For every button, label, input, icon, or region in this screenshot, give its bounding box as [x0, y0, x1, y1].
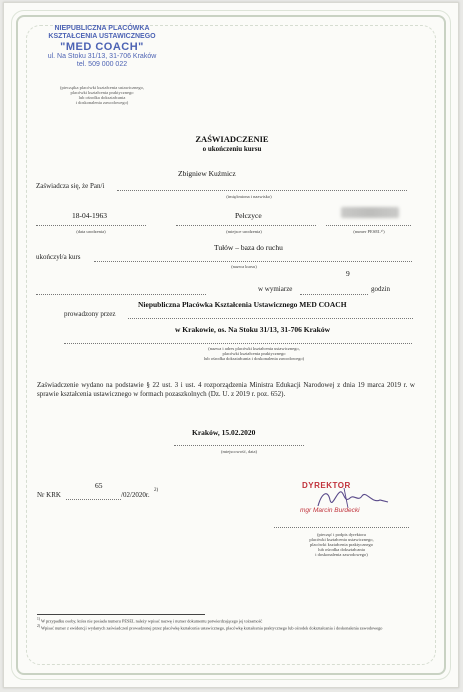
- organizer-name: Niepubliczna Placówka Kształcenia Ustawicznego MED COACH: [138, 300, 347, 309]
- footnote-2-text: Wpisać numer z ewidencji wydanych zaświadczeń prowadzonej przez placówkę kształcenia ustawicznego, placówkę kształcenia praktycznego lub ośrodek dokształcania i doskonalenia zawodowego: [40, 625, 383, 631]
- certificate-page: [3, 2, 459, 688]
- stamp-line-5: tel. 509 000 022: [76, 61, 128, 68]
- birth-place-caption: (miejsce urodzenia): [226, 229, 262, 234]
- name-line: [117, 190, 407, 191]
- pesel-redacted: [341, 207, 399, 218]
- signature-caption-4: lub ośrodka dokształcania: [318, 547, 365, 552]
- organizer-caption: [164, 346, 344, 361]
- stamp-caption-1: (pieczątka placówki kształcenia ustawicznego,: [60, 85, 144, 90]
- person-name: Zbigniew Kuźmicz: [178, 169, 236, 178]
- footnote-1-mark: 1): [37, 617, 40, 621]
- stamp-line-3: "MED COACH": [60, 41, 144, 53]
- birth-date: 18-04-1963: [72, 211, 107, 220]
- birth-date-line: [36, 225, 146, 226]
- signature-caption-1: (pieczęć i podpis dyrektora: [317, 532, 366, 537]
- stamp-caption-4: i doskonalenia zawodowego): [75, 100, 129, 105]
- registry-line: [66, 499, 121, 500]
- stamp-caption: [32, 85, 172, 105]
- hours-leading-line: [36, 294, 206, 295]
- signature-line: [274, 527, 409, 528]
- course-caption: (nazwa kursu): [231, 264, 257, 269]
- organizer-address-line: [64, 343, 412, 344]
- registry-number: 65: [95, 481, 103, 490]
- director-stamp-name: mgr Marcin Burdecki: [300, 507, 360, 514]
- footnote-2-mark: 2): [37, 623, 40, 628]
- footnote-1-text: W przypadku osoby, która nie posiada numeru PESEL należy wpisać nazwę i numer dokumentu potwierdzającego jej tożsamość: [40, 618, 263, 624]
- signature-caption: [274, 532, 409, 557]
- signature-caption-2: placówki kształcenia ustawicznego,: [309, 537, 374, 542]
- course-label: ukończył/a kurs: [36, 253, 81, 261]
- legal-basis-text: Zaświadczenie wydano na podstawie § 22 ust. 3 i ust. 4 rozporządzenia Ministra Edukacji Narodowej z dnia 19 marca 2019 r. w sprawie kształcenia ustawicznego w formach pozaszkolnych (Dz. U. z 2019 r. poz. 652).: [37, 381, 415, 398]
- stamp-caption-3: lub ośrodka dokształcania: [78, 95, 126, 100]
- stamp-line-4: ul. Na Stoku 31/13, 31-706 Kraków: [47, 53, 157, 60]
- person-label: Zaświadcza się, że Pan/i: [36, 182, 105, 190]
- hours-line: [300, 294, 368, 295]
- document-title: ZAŚWIADCZENIE: [195, 134, 269, 144]
- course-hours: 9: [346, 269, 350, 278]
- footnote-separator: [37, 614, 205, 615]
- organizer-label: prowadzony przez: [64, 310, 116, 318]
- organizer-caption-1: (nazwa i adres placówki kształcenia ustawicznego,: [208, 346, 300, 351]
- signature-caption-3: placówki kształcenia praktycznego: [310, 542, 373, 547]
- registry-prefix: Nr KRK: [37, 491, 61, 499]
- decorative-inner-border: [26, 25, 436, 665]
- birth-place-line: [176, 225, 316, 226]
- name-caption: (imię/imiona i nazwisko): [226, 194, 272, 199]
- course-name: Tułów – baza do ruchu: [214, 243, 283, 252]
- issue-caption: (miejscowość, data): [221, 449, 257, 454]
- birth-place: Pełczyce: [235, 211, 262, 220]
- stamp-caption-2: placówki kształcenia praktycznego: [70, 90, 134, 95]
- organizer-line: [128, 318, 413, 319]
- registry-suffix: /02/2020r.: [121, 491, 150, 499]
- footnote-1: [37, 617, 417, 624]
- stamp-line-2: KSZTAŁCENIA USTAWICZNEGO: [48, 33, 156, 40]
- signature-caption-5: i doskonalenia zawodowego): [315, 552, 368, 557]
- issue-place-date: Kraków, 15.02.2020: [192, 428, 256, 437]
- stamp-line-1: NIEPUBLICZNA PLACÓWKA: [54, 25, 150, 32]
- issue-line: [174, 445, 304, 446]
- registry-footnote-mark: 2): [154, 488, 159, 493]
- organizer-caption-3: lub ośrodka dokształcania i doskonalenia zawodowego): [203, 356, 305, 361]
- organizer-address: w Krakowie, os. Na Stoku 31/13, 31-706 Kraków: [175, 325, 331, 334]
- pesel-caption: (numer PESEL¹⁾): [353, 229, 385, 234]
- institution-stamp: [32, 25, 172, 69]
- footnote-2: [37, 624, 417, 631]
- hours-suffix: godzin: [371, 285, 391, 293]
- course-line: [94, 261, 412, 262]
- document-subtitle: o ukończeniu kursu: [202, 145, 262, 153]
- birth-date-caption: (data urodzenia): [76, 229, 106, 234]
- hours-prefix: w wymiarze: [258, 285, 293, 293]
- organizer-caption-2: placówki kształcenia praktycznego: [222, 351, 286, 356]
- pesel-line: [326, 225, 411, 226]
- footnotes: [37, 617, 417, 631]
- director-stamp-title: DYREKTOR: [302, 481, 351, 490]
